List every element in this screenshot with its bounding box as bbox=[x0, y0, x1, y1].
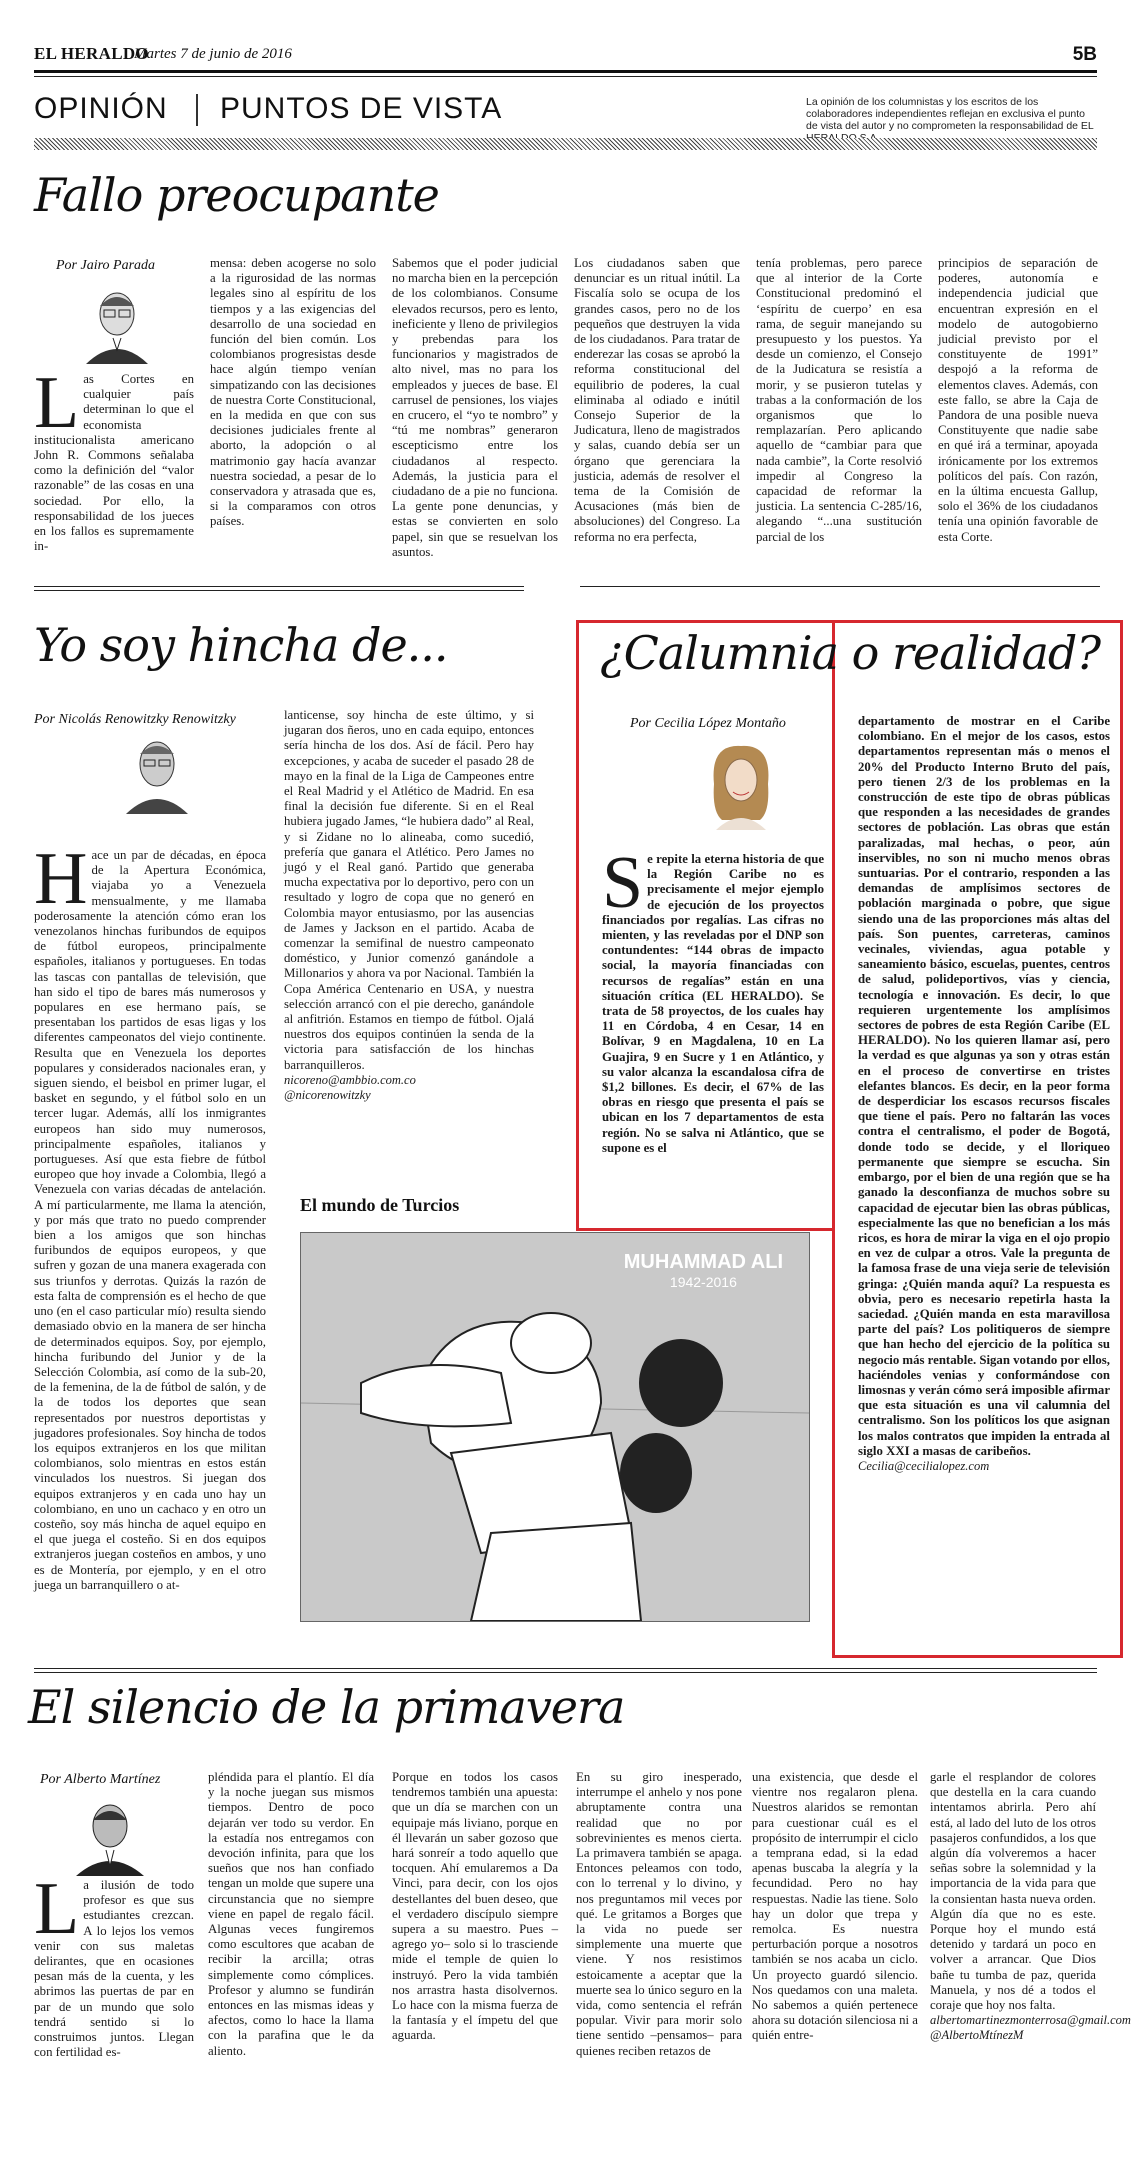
article-column: La ilusión de todo profesor es que sus estudiantes crezcan. A lo lejos los vemos venir con sus maletas delirantes, que en ocasiones pesan más de la cuenta, y les abrimos las puertas de par en par de un mundo que solo tendrá sentido si lo construimos juntos. Llegan con fertilidad es- bbox=[34, 1868, 194, 2060]
cartoon-caption-name: MUHAMMAD ALI bbox=[623, 1251, 783, 1273]
article-headline: Yo soy hincha de... bbox=[34, 618, 448, 672]
masthead-rule-thin bbox=[34, 76, 1097, 77]
article-text: lanticense, soy hincha de este último, y si jugaran dos ñeros, uno en cada equipo, entonces sería hincha de los dos. Así de fácil. Pero hay excepciones, y acaba de suceder el pasado 28 de mayo en la final de la Liga de Campeones entre el Real Madrid y el Atlético de Madrid. En esa final la decisión fue diferente. Si en el Real hubiera jugado James, “le hubiera dado” al Real, y si Zidane no lo alineaba, como sucedió, prefería que ganara el Atlético. Pero James no jugó y el Real ganó. Partido que generaba mucha expectativa por lo deportivo, pero con un resultado y logro de copa que no generó en Colombia mayor entusiasmo, por las ausencias de James y Jackson en el partido. Acaba de comenzar la semifinal de nuestro campeonato doméstico, y Junior comenzó ganándole a Millonarios y ahora va por Nacional. También la Copa América Centenario en USA, y nuestra selección arrancó con el pie derecho, ganándole al anfitrión. Estamos en tiempo de fútbol. Ojalá nuestros dos equipos continúen la senda de la victoria para satisfacción de los hinchas barranquilleros. bbox=[284, 708, 534, 1072]
article-column bbox=[858, 714, 1110, 1474]
article-byline: Por Jairo Parada bbox=[56, 258, 156, 273]
section-disclaimer: La opinión de los columnistas y los escritos de los colaboradores independientes reflejan en exclusiva el punto de vista del autor y no comprometen la responsabilidad de EL bbox=[806, 96, 1094, 132]
article-text: departamento de mostrar en el Caribe colombiano. En el mejor de los casos, estos departamentos representan más o menos el 20% del Producto Interno Bruto del país, pero tienen 2/3 de los problemas en la construcción de este tipo de obras públicas que responden a las necesidades de grandes sectores de población. Las obras que están paralizadas, mal hechas, o peor, aún inservibles, no son ni mucho menos obras suntuarias. Por el contrario, responden a las demandas de amplísimos sectores de población marginada o pobre, que sigue siendo una de las proporciones más altas del país. Son puentes, carreteras, caminos vecinales, viviendas, agua potable y saneamiento básico, escuelas, puentes, centros de salud, polideportivos, vías y ciencia, tecnología e innovación. Es decir, lo que requieren urgentemente los amplísimos sectores de pobres de esta Región Caribe (EL HERALDO). No los quieren llamar así, pero la verdad es que algunas ya son y otras están en el proceso de convertirse en tristes elefantes blancos. Es decir, en la peor forma de desperdiciar los escasos recursos fiscales que tiene el país. Pero no faltarán las voces contra el centralismo, el poder de Bogotá, donde todo se decide, y el lloriqueo permanente que siempre se escucha. Sin embargo, por el bien de una región que se ha ganado la desconfianza de muchos sobre su capacidad de ejecutar bien las obras públicas, especialmente las que no benefician a los más ricos, es hora de mirar la viga en el ojo propio en vez de culpar a otros. Vale la pregunta de la famosa frase de una vieja serie de televisión gringa: ¿Quién manda aquí? La respuesta es obvia, pero es necesario repetirla hasta la saciedad. ¿Quién manda en esta maravillosa parte del país? Los politiqueros de siempre que han hecho del ejercicio de la política su negocio más rentable. Sigan votando por ellos, haciéndoles venias y conformándose con limosnas y verán cómo será imposible afirmar que esta situación es una vil calumnia del centralismo. Son los políticos los que asignan los malos contratos que impiden la entrada al siglo XXI a masas de caribeños. bbox=[858, 714, 1110, 1458]
author-handle: @nicorenowitzky bbox=[284, 1088, 371, 1103]
article-column: Sabemos que el poder judicial no marcha bien en la percepción de los colombianos. Consume elevados recursos, pero es lento, ineficiente y lleno de privilegios y prebendas para los funcionarios y magistrados de alto nivel, mas no para los empleados y jueces de base. El carrusel de pensiones, los viajes en crucero, el “yo te nombro” y “tú me nombras” generaron escepticismo entre los ciudadanos al respecto. Además, la justicia para el ciudadano de a pie no funciona. La gente pone denuncias, y estas se convierten en solo papel, sin que se resuelvan los asuntos. bbox=[392, 256, 558, 559]
cartoon-illustration bbox=[301, 1233, 809, 1621]
section-rule bbox=[34, 1672, 1097, 1673]
cartoon-title: El mundo de Turcios bbox=[300, 1195, 460, 1215]
article-text: garle el resplandor de colores que destella en la cara cuando intentamos abrirla. Pero ahí está, al lado del luto de los otros pasajeros confundidos, a los que algún día volveremos a hacer señas sobre la solemnidad y la importancia de la vida para que la consientan hasta nueva orden. Algún día que no es este. Porque hoy el mundo está detenido y tardará un poco en volver a arrancar. Que Dios bañe tu tumba de paz, querida Manuela, y nos dé a todos el coraje que hoy nos falta. bbox=[930, 1770, 1096, 2013]
article-column: Se repite la eterna historia de que la Región Caribe no es precisamente el mejor ejemplo de ejecución de los proyectos financiados por regalías. Las cifras no mienten, y las reveladas por el DNP son contundentes: “144 obras de impacto social, la mayoría financiadas con recursos de regalías” están en una situación crítica (EL HERALDO). Se trata de 58 proyectos, de los cuales hay 11 en Córdoba, 4 en Cesar, 14 en Bolívar, 9 en Magdalena, 10 en La Guajira, 9 en Sucre y 1 en Atlántico, y su valor alcanza la escandalosa cifra de $1,2 billones. Es decir, el 67% de las obras en riesgo que presenta el país se ubican en los 7 departamentos de esta región. No se salva ni Atlántico, que se supone es el bbox=[602, 842, 824, 1155]
author-portrait bbox=[120, 732, 194, 814]
article-column: Hace un par de décadas, en época de la Apertura Económica, viajaba yo a Venezuela mensualmente, y me llamaba poderosamente la atención cómo eran los venezolanos hinchas furibundos de equipos de fútbol europeos, principalmente españoles, italianos y portugueses. En todas las tascas con pantallas de televisión, que han sido el tipo de bares más numerosos y populares en ese hermano país, se presentaban los partidos de esas ligas y los diferentes campeonatos del viejo continente. Resulta que en Venezuela los deportes populares y considerados nacionales eran, y siguen siendo, el beisbol en primer lugar, el basket en segundo, y el fútbol solo en un tercer lugar. Además, allí los inmigrantes europeos han sido muy numerosos, principalmente españoles, italianos y portugueses. Así que esta fiebre de fútbol europeo que hoy invade a Colombia, llegó a Venezuela con varias décadas de antelación. A mí particularmente, me llama la atención, y por más que trato no puedo comprender bien a los amigos que son hinchas furibundos de equipos europeos, y que sufren y gozan de una manera exagerada con sus triunfos y derrotas. Quizás la razón de esta falta de comprensión es el hecho de que uno (en el caso particular mío) resulta siendo demasiado obvio en la manera de ser hincha de determinados equipos. Soy, por ejemplo, hincha furibundo del Junior y de la Selección Colombia, así como de la sub-20, de la femenina, de la de fútbol de salón, y de la de todos los deportes que sean representados por nuestros deportistas y jugadores profesionales. Soy hincha de todos los equipos extranjeros en los que militan colombianos, solo mientras en estos están vinculados los nuestros. Si juegan dos equipos extranjeros y en cada uno hay un colombiano, en uno un cachaco y en otro un costeño, soy más hincha de aquel equipo en el que juega el costeño. Si en dos equipos extranjeros juegan costeños en ambos, y uno es de Montería, por ejemplo, y en el otro juega un barranquillero o at- bbox=[34, 838, 266, 1592]
article-column: Las Cortes en cualquier país determinan lo que el economista institucionalista americano John R. Commons señalaba como la definición del “valor razonable” de las cosas en una sociedad. Por ello, la responsabilidad de los jueces en los fallos es supremamente in- bbox=[34, 362, 194, 554]
issue-date: Martes 7 de junio de 2016 bbox=[134, 46, 292, 62]
article-column: En su giro inesperado, interrumpe el anhelo y nos pone abruptamente contra una realidad que no por sobrevinientes es menos cierta. La primavera también se apaga. Entonces peleamos con todo, con lo terrenal y lo divino, y nos preguntamos mil veces por qué. Le gritamos a Borges que la vida no puede ser simplemente una muerte que viene. Y nos resistimos estoicamente a aceptar que la muerte sea lo único seguro en la vida, como sentencia el refrán popular. Vivir para morir solo tiene sentido –pensamos– para quienes reciben retazos de bbox=[576, 1770, 742, 2058]
author-portrait bbox=[700, 740, 782, 830]
section-subtitle: PUNTOS DE VISTA bbox=[220, 92, 503, 125]
author-portrait bbox=[70, 1796, 150, 1876]
drop-cap: H bbox=[34, 838, 88, 920]
cartoon-caption bbox=[624, 1251, 783, 1290]
section-hatch-rule bbox=[34, 138, 1097, 150]
section-title: OPINIÓN bbox=[34, 92, 168, 125]
article-byline: Por Alberto Martínez bbox=[40, 1772, 161, 1787]
article-column: Los ciudadanos saben que denunciar es un ritual inútil. La Fiscalía solo se ocupa de los grandes casos, pero no de los pequeños que destruyen la vida de los ciudadanos. Para tratar de enderezar las cosas se aprobó la reforma constitucional del equilibrio de poderes, la cual eliminaba al odiado e inútil Consejo Superior de la Judicatura, lleno de magistrados y salas, cuando debía ser un órgano que gerenciara la justicia, además de resolver el tema de la Comisión de Acusaciones (más bien de absoluciones) del Congreso. La reforma no era perfecta, bbox=[574, 256, 740, 544]
section-rule bbox=[34, 1668, 1097, 1669]
article-column: una existencia, que desde el vientre nos regalaron plena. Nuestros alaridos se remontan para cuestionar cuál es el propósito de interrumpir el ciclo a temprana edad, si la edad apenas buscaba la alegría y la fecundidad. Pero no hay respuestas. Nadie las tiene. Solo hay un dolor que trepa y remolca. Es nuestra perturbación porque a nosotros también se nos acaba un ciclo. Un proyecto guardó silencio. Nos quedamos con una maleta. No sabemos a quién pertenece ahora su dotación silenciosa ni a quién entre- bbox=[752, 1770, 918, 2043]
article-headline: ¿Calumnia o realidad? bbox=[600, 626, 1100, 680]
article-byline: Por Cecilia López Montaño bbox=[630, 716, 786, 731]
article-column: tenía problemas, pero parece que al interior de la Corte Constitucional predominó el ‘espíritu de cuerpo’ en esa rama, de seguir manejando su presupuesto y los puestos. Ya desde un comienzo, el Consejo de la Judicatura se resistía a morir, y se pusieron tutelas y trabas a la conformación de los organismos que lo remplazarían. Pero aplicando aquello de “cambiar para que nada cambie”, la Corte resolvió impedir al Congreso la capacidad de reformar la justicia. La sentencia C-285/16, alegando “...una sustitución parcial de los bbox=[756, 256, 922, 544]
drop-cap: L bbox=[34, 1868, 80, 1950]
author-handle: @AlbertoMtínezM bbox=[930, 2028, 1024, 2043]
article-headline: Fallo preocupante bbox=[34, 168, 439, 222]
section-divider bbox=[196, 94, 198, 126]
section-rule bbox=[34, 586, 524, 587]
drop-cap: L bbox=[34, 362, 80, 444]
drop-cap: S bbox=[602, 842, 644, 924]
article-byline: Por Nicolás Renowitzky Renowitzky bbox=[34, 712, 236, 727]
article-column: Porque en todos los casos tendremos también una apuesta: que un día se marchen con un equipaje más liviano, porque en él llevarán un saber gozoso que hará sonreír a todo aquello que tocquen. Ahí emularemos a Da Vinci, para decir, con los ojos destellantes del buen deseo, que el verdadero discípulo siempre supera a su maestro. Pues –agrego yo– solo si lo trasciende mide el temple de quien lo instruyó. Pero la vida también nos arrastra hasta disolvernos. Lo hace con la misma fuerza de la fantasía y el ímpetu del que aguarda. bbox=[392, 1770, 558, 2043]
newspaper-brand: EL HERALDO bbox=[34, 44, 149, 63]
masthead-rule bbox=[34, 70, 1097, 73]
page-number: 5B bbox=[1072, 44, 1097, 65]
article-column: pléndida para el plantío. El día y la noche juegan sus mismos tiempos. Dentro de poco dejarán ver todo su verdor. En la estadía nos entregamos con devoción infinita, para que los sueños que nos han confiado tengan un molde que supere una circunstancia que no siempre viene en papel de regalo fácil. Algunas veces fungiremos como escultores que acaban de recibir la arcilla; otras simplemente como cómplices. Profesor y alumno se fundirán entonces en las mismas ideas y afectos, como lo hace la llama con la parafina que le da aliento. bbox=[208, 1770, 374, 2058]
section-rule bbox=[580, 586, 1100, 587]
article-column bbox=[930, 1770, 1131, 2044]
author-portrait bbox=[80, 284, 154, 364]
cartoon-caption-years: 1942-2016 bbox=[669, 1274, 737, 1290]
article-column: principios de separación de poderes, autonomía e independencia judicial que encuentran expresión en el modelo de autogobierno judicial previsto por el constituyente de 1991” despojó a la reforma de elementos claves. Además, con este fallo, se abre la Caja de Pandora de una posible nueva Constituyente que nadie sabe en qué irá a terminar, apoyada irónicamente por los extremos políticos del país. Con razón, en la última encuesta Gallup, solo el 36% de los ciudadanos tenía una opinión favorable de esta Corte. bbox=[938, 256, 1098, 544]
article-column bbox=[284, 708, 534, 1103]
article-column: mensa: deben acogerse no solo a la rigurosidad de las normas legales sino al espíritu de los tiempos y a las exigencias del desarrollo de una sociedad en función del bien común. Los colombianos progresistas desde hace algún tiempo venían simpatizando con las decisiones de nuestra Corte Constitucional, en la medida en que con sus decisiones judiciales frente al aborto, la adopción o al matrimonio gay hacía avanzar nuestra sociedad, a pesar de lo conservadora y atrasada que es, si la comparamos con otros países. bbox=[210, 256, 376, 529]
section-rule bbox=[34, 590, 524, 591]
article-headline: El silencio de la primavera bbox=[28, 1680, 625, 1734]
author-email: albertomartinezmonterrosa@gmail.com bbox=[930, 2013, 1131, 2028]
author-email: Cecilia@cecilialopez.com bbox=[858, 1458, 990, 1473]
editorial-cartoon bbox=[300, 1232, 810, 1622]
author-email: nicoreno@ambbio.com.co bbox=[284, 1072, 416, 1087]
